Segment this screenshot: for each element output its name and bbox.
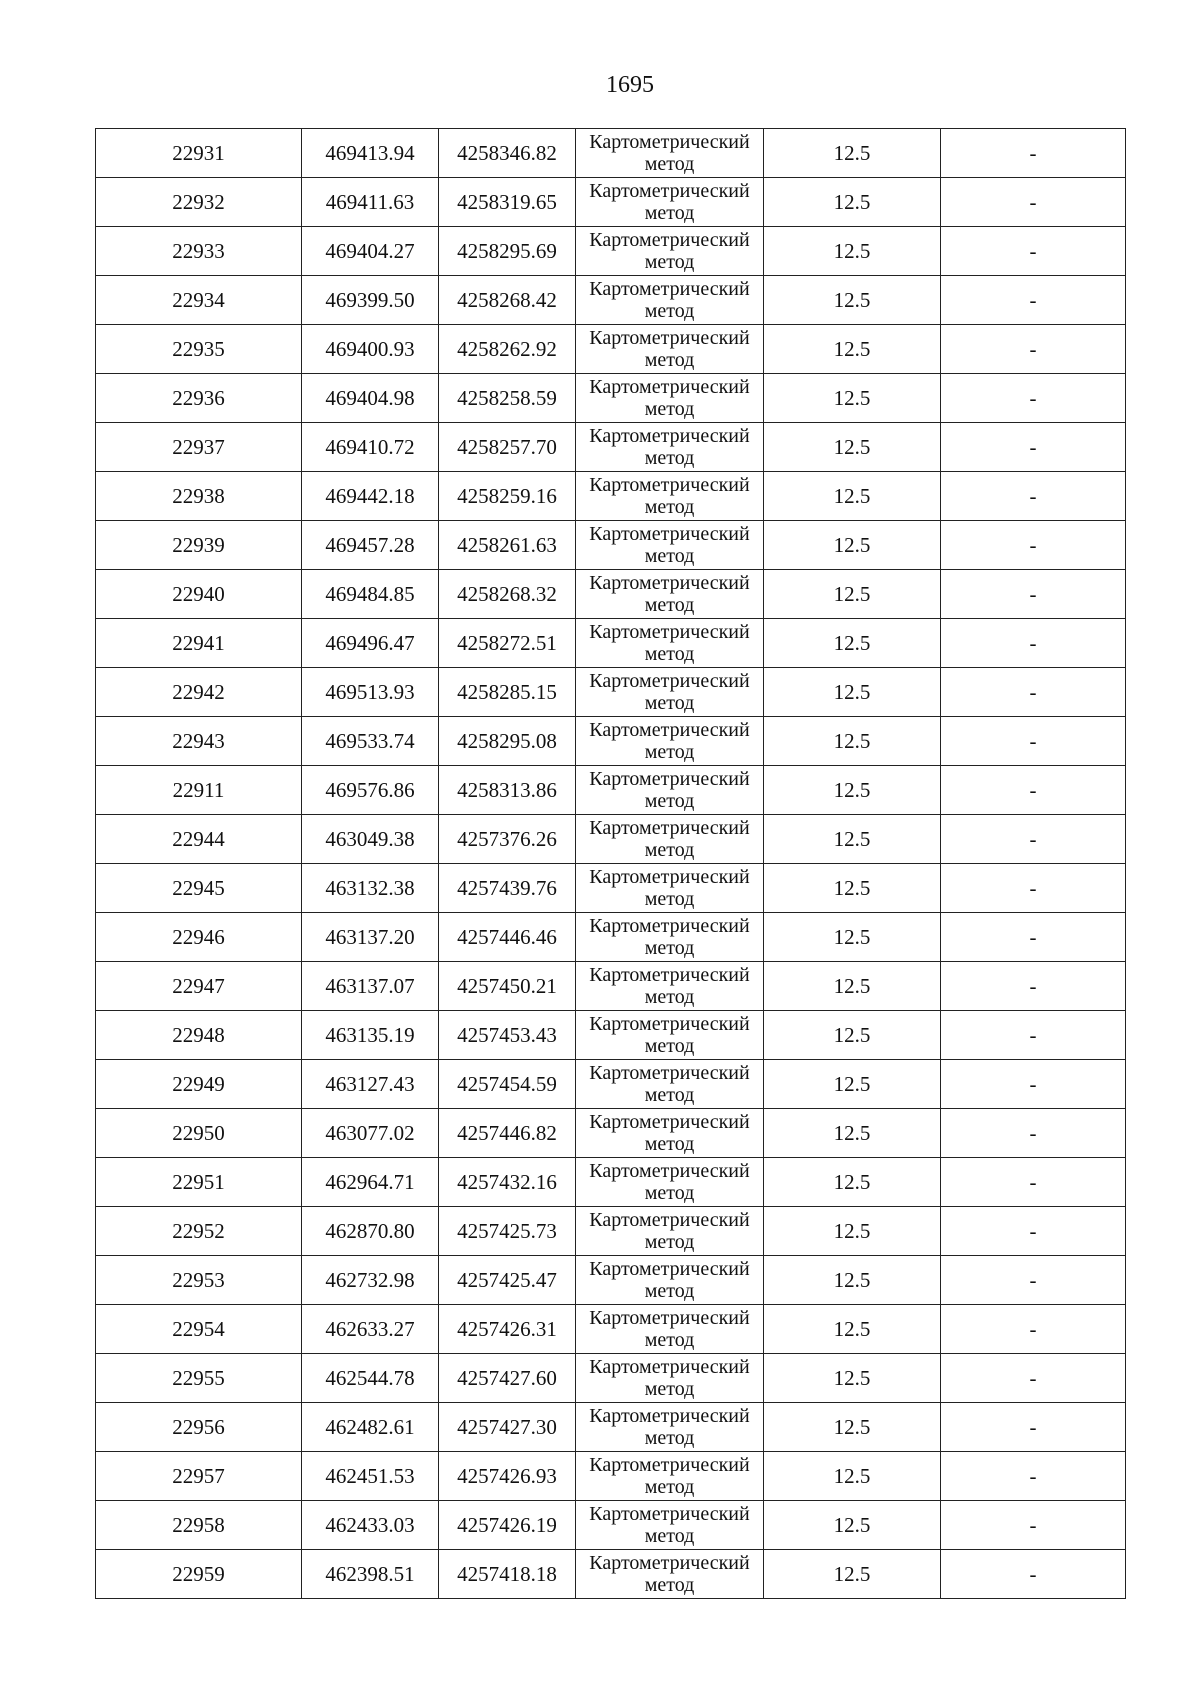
table-row bbox=[96, 619, 1126, 668]
method-line2: метод bbox=[644, 1574, 695, 1596]
point-id-cell: 22940 bbox=[96, 570, 302, 619]
table-row bbox=[96, 129, 1126, 178]
coord-x-cell: 462732.98 bbox=[302, 1256, 439, 1305]
method-line1: Картометрический bbox=[589, 964, 750, 986]
point-id-cell: 22941 bbox=[96, 619, 302, 668]
description-cell: - bbox=[941, 717, 1126, 766]
accuracy-cell: 12.5 bbox=[764, 766, 941, 815]
method-line2: метод bbox=[644, 447, 695, 469]
method-line2: метод bbox=[644, 741, 695, 763]
point-id-cell: 22948 bbox=[96, 1011, 302, 1060]
point-id-cell: 22944 bbox=[96, 815, 302, 864]
accuracy-cell: 12.5 bbox=[764, 325, 941, 374]
table-row bbox=[96, 864, 1126, 913]
method-line2: метод bbox=[644, 300, 695, 322]
point-id-cell: 22954 bbox=[96, 1305, 302, 1354]
coord-y-cell: 4257432.16 bbox=[439, 1158, 576, 1207]
method-line2: метод bbox=[644, 1476, 695, 1498]
point-id-cell: 22945 bbox=[96, 864, 302, 913]
method-line1: Картометрический bbox=[589, 1356, 750, 1378]
point-id-cell: 22949 bbox=[96, 1060, 302, 1109]
coord-y-cell: 4257425.47 bbox=[439, 1256, 576, 1305]
method-cell bbox=[576, 178, 764, 227]
coord-y-cell: 4258313.86 bbox=[439, 766, 576, 815]
method-cell bbox=[576, 1354, 764, 1403]
method-cell bbox=[576, 423, 764, 472]
method-line2: метод bbox=[644, 1525, 695, 1547]
coordinates-table-body bbox=[96, 129, 1126, 1599]
method-cell bbox=[576, 1256, 764, 1305]
method-line1: Картометрический bbox=[589, 474, 750, 496]
method-cell bbox=[576, 227, 764, 276]
method-line2: метод bbox=[644, 594, 695, 616]
coord-x-cell: 469404.27 bbox=[302, 227, 439, 276]
coord-y-cell: 4258285.15 bbox=[439, 668, 576, 717]
description-cell: - bbox=[941, 1452, 1126, 1501]
table-row bbox=[96, 570, 1126, 619]
coord-x-cell: 462482.61 bbox=[302, 1403, 439, 1452]
point-id-cell: 22955 bbox=[96, 1354, 302, 1403]
method-cell bbox=[576, 521, 764, 570]
method-line2: метод bbox=[644, 1084, 695, 1106]
accuracy-cell: 12.5 bbox=[764, 864, 941, 913]
table-row bbox=[96, 1452, 1126, 1501]
method-cell bbox=[576, 129, 764, 178]
method-cell bbox=[576, 864, 764, 913]
table-row bbox=[96, 1109, 1126, 1158]
method-line1: Картометрический bbox=[589, 866, 750, 888]
method-cell bbox=[576, 815, 764, 864]
table-row bbox=[96, 913, 1126, 962]
coord-x-cell: 469413.94 bbox=[302, 129, 439, 178]
coord-x-cell: 462964.71 bbox=[302, 1158, 439, 1207]
method-line1: Картометрический bbox=[589, 1454, 750, 1476]
method-line1: Картометрический bbox=[589, 719, 750, 741]
coord-y-cell: 4257454.59 bbox=[439, 1060, 576, 1109]
method-line1: Картометрический bbox=[589, 1258, 750, 1280]
point-id-cell: 22935 bbox=[96, 325, 302, 374]
description-cell: - bbox=[941, 619, 1126, 668]
accuracy-cell: 12.5 bbox=[764, 1452, 941, 1501]
method-line1: Картометрический bbox=[589, 768, 750, 790]
coord-y-cell: 4257427.30 bbox=[439, 1403, 576, 1452]
coord-x-cell: 469410.72 bbox=[302, 423, 439, 472]
method-cell bbox=[576, 619, 764, 668]
method-line1: Картометрический bbox=[589, 229, 750, 251]
coord-y-cell: 4257439.76 bbox=[439, 864, 576, 913]
accuracy-cell: 12.5 bbox=[764, 423, 941, 472]
method-line2: метод bbox=[644, 545, 695, 567]
accuracy-cell: 12.5 bbox=[764, 962, 941, 1011]
accuracy-cell: 12.5 bbox=[764, 276, 941, 325]
method-cell bbox=[576, 1550, 764, 1599]
description-cell: - bbox=[941, 1158, 1126, 1207]
table-row bbox=[96, 374, 1126, 423]
method-cell bbox=[576, 1305, 764, 1354]
coord-y-cell: 4257376.26 bbox=[439, 815, 576, 864]
method-line2: метод bbox=[644, 1427, 695, 1449]
description-cell: - bbox=[941, 1305, 1126, 1354]
coord-x-cell: 463137.20 bbox=[302, 913, 439, 962]
coord-y-cell: 4257450.21 bbox=[439, 962, 576, 1011]
method-cell bbox=[576, 276, 764, 325]
coord-x-cell: 462544.78 bbox=[302, 1354, 439, 1403]
table-row bbox=[96, 423, 1126, 472]
description-cell: - bbox=[941, 1403, 1126, 1452]
method-line1: Картометрический bbox=[589, 621, 750, 643]
coord-y-cell: 4258268.42 bbox=[439, 276, 576, 325]
method-line2: метод bbox=[644, 937, 695, 959]
point-id-cell: 22931 bbox=[96, 129, 302, 178]
description-cell: - bbox=[941, 178, 1126, 227]
accuracy-cell: 12.5 bbox=[764, 1060, 941, 1109]
accuracy-cell: 12.5 bbox=[764, 1305, 941, 1354]
table-row bbox=[96, 717, 1126, 766]
coord-x-cell: 463127.43 bbox=[302, 1060, 439, 1109]
coord-x-cell: 462398.51 bbox=[302, 1550, 439, 1599]
method-line2: метод bbox=[644, 1231, 695, 1253]
table-row bbox=[96, 1305, 1126, 1354]
method-line2: метод bbox=[644, 986, 695, 1008]
coord-x-cell: 469442.18 bbox=[302, 472, 439, 521]
table-row bbox=[96, 1060, 1126, 1109]
table-row bbox=[96, 178, 1126, 227]
method-line2: метод bbox=[644, 790, 695, 812]
point-id-cell: 22911 bbox=[96, 766, 302, 815]
method-line2: метод bbox=[644, 202, 695, 224]
point-id-cell: 22943 bbox=[96, 717, 302, 766]
coord-x-cell: 469533.74 bbox=[302, 717, 439, 766]
description-cell: - bbox=[941, 815, 1126, 864]
method-line2: метод bbox=[644, 1280, 695, 1302]
method-line1: Картометрический bbox=[589, 376, 750, 398]
point-id-cell: 22932 bbox=[96, 178, 302, 227]
coord-y-cell: 4257427.60 bbox=[439, 1354, 576, 1403]
method-cell bbox=[576, 766, 764, 815]
table-row bbox=[96, 1158, 1126, 1207]
coord-y-cell: 4258346.82 bbox=[439, 129, 576, 178]
description-cell: - bbox=[941, 1109, 1126, 1158]
method-line1: Картометрический bbox=[589, 1307, 750, 1329]
point-id-cell: 22946 bbox=[96, 913, 302, 962]
accuracy-cell: 12.5 bbox=[764, 815, 941, 864]
coord-y-cell: 4257425.73 bbox=[439, 1207, 576, 1256]
method-cell bbox=[576, 1403, 764, 1452]
accuracy-cell: 12.5 bbox=[764, 619, 941, 668]
accuracy-cell: 12.5 bbox=[764, 129, 941, 178]
description-cell: - bbox=[941, 227, 1126, 276]
accuracy-cell: 12.5 bbox=[764, 1354, 941, 1403]
method-line2: метод bbox=[644, 1133, 695, 1155]
method-line2: метод bbox=[644, 692, 695, 714]
coord-x-cell: 462451.53 bbox=[302, 1452, 439, 1501]
accuracy-cell: 12.5 bbox=[764, 913, 941, 962]
point-id-cell: 22956 bbox=[96, 1403, 302, 1452]
point-id-cell: 22936 bbox=[96, 374, 302, 423]
coord-x-cell: 469404.98 bbox=[302, 374, 439, 423]
coord-x-cell: 469400.93 bbox=[302, 325, 439, 374]
coord-x-cell: 462433.03 bbox=[302, 1501, 439, 1550]
coord-x-cell: 469484.85 bbox=[302, 570, 439, 619]
method-line1: Картометрический bbox=[589, 572, 750, 594]
description-cell: - bbox=[941, 1256, 1126, 1305]
method-line2: метод bbox=[644, 496, 695, 518]
method-line1: Картометрический bbox=[589, 523, 750, 545]
method-line2: метод bbox=[644, 349, 695, 371]
coord-y-cell: 4257426.31 bbox=[439, 1305, 576, 1354]
point-id-cell: 22947 bbox=[96, 962, 302, 1011]
accuracy-cell: 12.5 bbox=[764, 1011, 941, 1060]
description-cell: - bbox=[941, 276, 1126, 325]
description-cell: - bbox=[941, 1354, 1126, 1403]
point-id-cell: 22950 bbox=[96, 1109, 302, 1158]
table-row bbox=[96, 1501, 1126, 1550]
method-line2: метод bbox=[644, 251, 695, 273]
method-line2: метод bbox=[644, 888, 695, 910]
description-cell: - bbox=[941, 423, 1126, 472]
description-cell: - bbox=[941, 1207, 1126, 1256]
accuracy-cell: 12.5 bbox=[764, 1109, 941, 1158]
method-line1: Картометрический bbox=[589, 1111, 750, 1133]
point-id-cell: 22937 bbox=[96, 423, 302, 472]
table-row bbox=[96, 1550, 1126, 1599]
method-cell bbox=[576, 1501, 764, 1550]
description-cell: - bbox=[941, 1060, 1126, 1109]
description-cell: - bbox=[941, 962, 1126, 1011]
method-cell bbox=[576, 1207, 764, 1256]
point-id-cell: 22951 bbox=[96, 1158, 302, 1207]
coord-x-cell: 463077.02 bbox=[302, 1109, 439, 1158]
coord-x-cell: 463135.19 bbox=[302, 1011, 439, 1060]
method-line2: метод bbox=[644, 1035, 695, 1057]
description-cell: - bbox=[941, 668, 1126, 717]
coord-y-cell: 4257426.19 bbox=[439, 1501, 576, 1550]
coord-x-cell: 469576.86 bbox=[302, 766, 439, 815]
table-row bbox=[96, 1207, 1126, 1256]
coord-y-cell: 4258257.70 bbox=[439, 423, 576, 472]
table-row bbox=[96, 668, 1126, 717]
point-id-cell: 22959 bbox=[96, 1550, 302, 1599]
accuracy-cell: 12.5 bbox=[764, 1207, 941, 1256]
method-line1: Картометрический bbox=[589, 425, 750, 447]
coord-x-cell: 463049.38 bbox=[302, 815, 439, 864]
coord-y-cell: 4258272.51 bbox=[439, 619, 576, 668]
accuracy-cell: 12.5 bbox=[764, 472, 941, 521]
table-row bbox=[96, 815, 1126, 864]
coord-y-cell: 4258261.63 bbox=[439, 521, 576, 570]
coord-x-cell: 462870.80 bbox=[302, 1207, 439, 1256]
method-cell bbox=[576, 1060, 764, 1109]
coord-x-cell: 462633.27 bbox=[302, 1305, 439, 1354]
coord-y-cell: 4258262.92 bbox=[439, 325, 576, 374]
accuracy-cell: 12.5 bbox=[764, 1550, 941, 1599]
method-line1: Картометрический bbox=[589, 180, 750, 202]
point-id-cell: 22934 bbox=[96, 276, 302, 325]
method-line1: Картометрический bbox=[589, 1209, 750, 1231]
description-cell: - bbox=[941, 374, 1126, 423]
page-number: 1695 bbox=[606, 72, 654, 98]
coord-y-cell: 4257418.18 bbox=[439, 1550, 576, 1599]
point-id-cell: 22942 bbox=[96, 668, 302, 717]
table-row bbox=[96, 1256, 1126, 1305]
description-cell: - bbox=[941, 766, 1126, 815]
accuracy-cell: 12.5 bbox=[764, 668, 941, 717]
coord-x-cell: 469411.63 bbox=[302, 178, 439, 227]
method-line1: Картометрический bbox=[589, 1405, 750, 1427]
coord-x-cell: 469457.28 bbox=[302, 521, 439, 570]
accuracy-cell: 12.5 bbox=[764, 178, 941, 227]
method-cell bbox=[576, 374, 764, 423]
description-cell: - bbox=[941, 129, 1126, 178]
method-line1: Картометрический bbox=[589, 1013, 750, 1035]
accuracy-cell: 12.5 bbox=[764, 374, 941, 423]
description-cell: - bbox=[941, 1011, 1126, 1060]
coordinates-table bbox=[95, 128, 1126, 1599]
method-line2: метод bbox=[644, 1329, 695, 1351]
coord-y-cell: 4257426.93 bbox=[439, 1452, 576, 1501]
point-id-cell: 22952 bbox=[96, 1207, 302, 1256]
method-line1: Картометрический bbox=[589, 278, 750, 300]
coord-y-cell: 4257446.46 bbox=[439, 913, 576, 962]
accuracy-cell: 12.5 bbox=[764, 1403, 941, 1452]
coord-x-cell: 469496.47 bbox=[302, 619, 439, 668]
method-line2: метод bbox=[644, 839, 695, 861]
description-cell: - bbox=[941, 472, 1126, 521]
method-line1: Картометрический bbox=[589, 670, 750, 692]
method-cell bbox=[576, 962, 764, 1011]
coord-y-cell: 4257453.43 bbox=[439, 1011, 576, 1060]
table-row bbox=[96, 1403, 1126, 1452]
coord-x-cell: 463137.07 bbox=[302, 962, 439, 1011]
method-line1: Картометрический bbox=[589, 817, 750, 839]
description-cell: - bbox=[941, 521, 1126, 570]
point-id-cell: 22933 bbox=[96, 227, 302, 276]
coord-y-cell: 4258258.59 bbox=[439, 374, 576, 423]
coord-y-cell: 4258295.08 bbox=[439, 717, 576, 766]
description-cell: - bbox=[941, 1501, 1126, 1550]
method-cell bbox=[576, 325, 764, 374]
method-cell bbox=[576, 472, 764, 521]
table-row bbox=[96, 766, 1126, 815]
description-cell: - bbox=[941, 913, 1126, 962]
coord-x-cell: 469513.93 bbox=[302, 668, 439, 717]
point-id-cell: 22958 bbox=[96, 1501, 302, 1550]
method-cell bbox=[576, 1011, 764, 1060]
accuracy-cell: 12.5 bbox=[764, 227, 941, 276]
method-cell bbox=[576, 717, 764, 766]
method-cell bbox=[576, 1158, 764, 1207]
coord-y-cell: 4258259.16 bbox=[439, 472, 576, 521]
method-cell bbox=[576, 1452, 764, 1501]
table-row bbox=[96, 227, 1126, 276]
method-cell bbox=[576, 570, 764, 619]
point-id-cell: 22953 bbox=[96, 1256, 302, 1305]
accuracy-cell: 12.5 bbox=[764, 717, 941, 766]
table-row bbox=[96, 276, 1126, 325]
table-row bbox=[96, 1354, 1126, 1403]
accuracy-cell: 12.5 bbox=[764, 570, 941, 619]
method-line1: Картометрический bbox=[589, 915, 750, 937]
method-cell bbox=[576, 913, 764, 962]
table-row bbox=[96, 325, 1126, 374]
point-id-cell: 22939 bbox=[96, 521, 302, 570]
description-cell: - bbox=[941, 864, 1126, 913]
accuracy-cell: 12.5 bbox=[764, 1501, 941, 1550]
coord-y-cell: 4258319.65 bbox=[439, 178, 576, 227]
method-line2: метод bbox=[644, 398, 695, 420]
coord-x-cell: 463132.38 bbox=[302, 864, 439, 913]
coord-y-cell: 4258295.69 bbox=[439, 227, 576, 276]
method-line2: метод bbox=[644, 1378, 695, 1400]
table-row bbox=[96, 472, 1126, 521]
method-line1: Картометрический bbox=[589, 1503, 750, 1525]
point-id-cell: 22957 bbox=[96, 1452, 302, 1501]
coord-y-cell: 4257446.82 bbox=[439, 1109, 576, 1158]
method-line1: Картометрический bbox=[589, 1160, 750, 1182]
description-cell: - bbox=[941, 325, 1126, 374]
method-cell bbox=[576, 668, 764, 717]
description-cell: - bbox=[941, 570, 1126, 619]
method-line2: метод bbox=[644, 643, 695, 665]
accuracy-cell: 12.5 bbox=[764, 521, 941, 570]
method-line1: Картометрический bbox=[589, 1552, 750, 1574]
table-row bbox=[96, 962, 1126, 1011]
description-cell: - bbox=[941, 1550, 1126, 1599]
coord-y-cell: 4258268.32 bbox=[439, 570, 576, 619]
method-line1: Картометрический bbox=[589, 327, 750, 349]
accuracy-cell: 12.5 bbox=[764, 1158, 941, 1207]
method-line1: Картометрический bbox=[589, 1062, 750, 1084]
method-cell bbox=[576, 1109, 764, 1158]
coord-x-cell: 469399.50 bbox=[302, 276, 439, 325]
point-id-cell: 22938 bbox=[96, 472, 302, 521]
method-line2: метод bbox=[644, 1182, 695, 1204]
method-line2: метод bbox=[644, 153, 695, 175]
method-line1: Картометрический bbox=[589, 131, 750, 153]
table-row bbox=[96, 521, 1126, 570]
table-row bbox=[96, 1011, 1126, 1060]
accuracy-cell: 12.5 bbox=[764, 1256, 941, 1305]
